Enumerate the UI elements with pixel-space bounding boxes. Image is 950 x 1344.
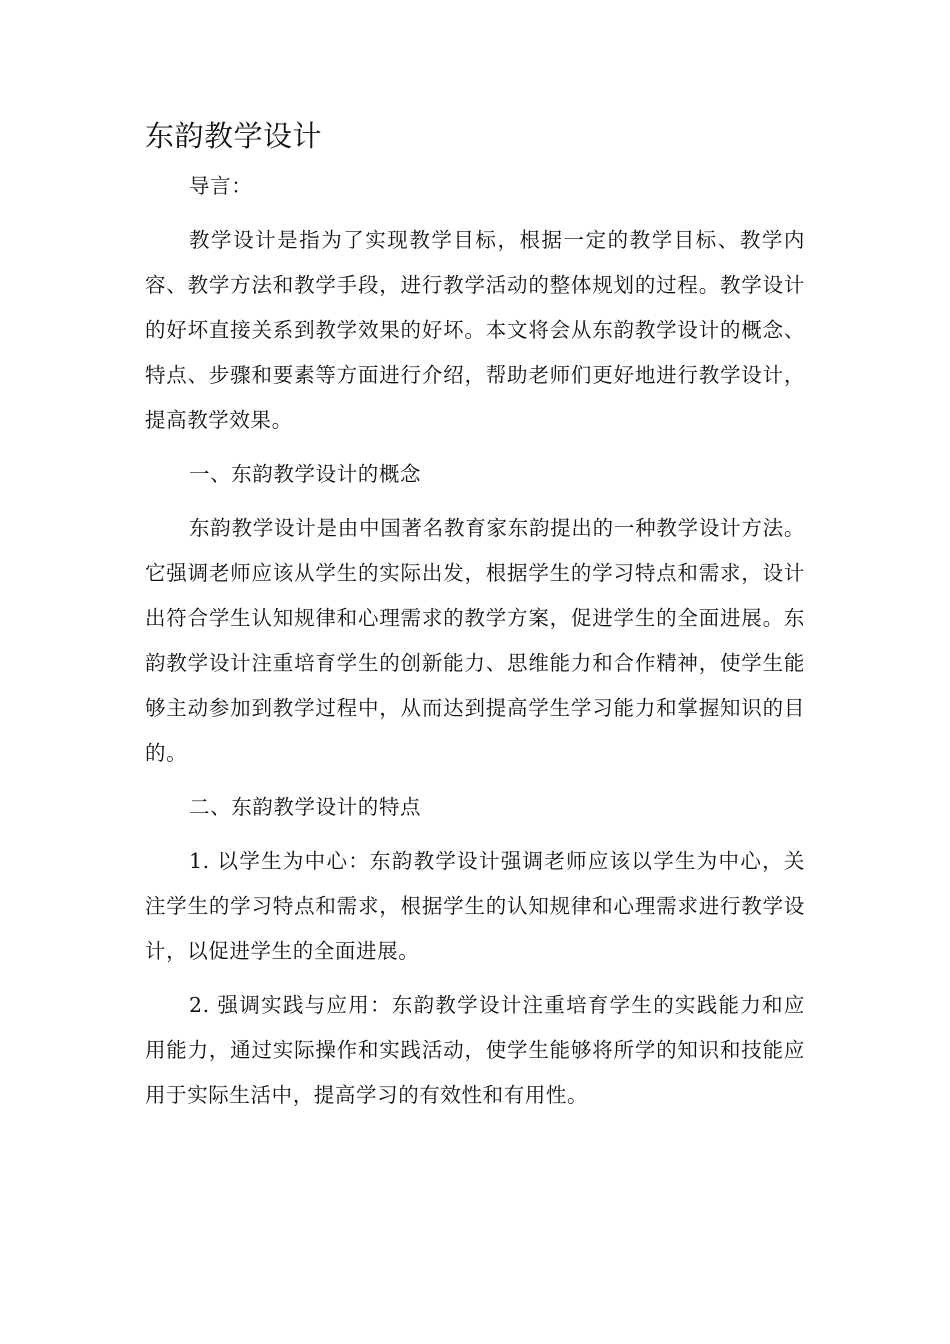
intro-paragraph: 教学设计是指为了实现教学目标，根据一定的教学目标、教学内容、教学方法和教学手段，进行教学活动的整体规划的过程。教学设计的好坏直接关系到教学效果的好坏。本文将会从东韵教学设计的概念、特点、步骤和要素等方面进行介绍，帮助老师们更好地进行教学设计，提高教学效果。 xyxy=(145,228,805,432)
intro-heading: 导言： xyxy=(189,174,253,198)
concept-paragraph: 东韵教学设计是由中国著名教育家东韵提出的一种教学设计方法。它强调老师应该从学生的实际出发，根据学生的学习特点和需求，设计出符合学生认知规律和心理需求的教学方案，促进学生的全面进展。东韵教学设计注重培育学生的创新能力、思维能力和合作精神，使学生能够主动参加到教学过程中，从而达到提高学生学习能力和掌握知识的目的。 xyxy=(145,516,805,765)
feature-item-2: 2. 强调实践与应用：东韵教学设计注重培育学生的实践能力和应用能力，通过实际操作和实践活动，使学生能够将所学的知识和技能应用于实际生活中，提高学习的有效性和有用性。 xyxy=(145,993,805,1107)
section-heading-concept: 一、东韵教学设计的概念 xyxy=(189,462,422,486)
document-body xyxy=(145,112,805,1118)
document-title: 东韵教学设计 xyxy=(145,119,323,153)
section-heading-features: 二、东韵教学设计的特点 xyxy=(189,795,422,819)
feature-item-1: 1. 以学生为中心：东韵教学设计强调老师应该以学生为中心，关注学生的学习特点和需求，根据学生的认知规律和心理需求进行教学设计，以促进学生的全面进展。 xyxy=(145,849,805,963)
